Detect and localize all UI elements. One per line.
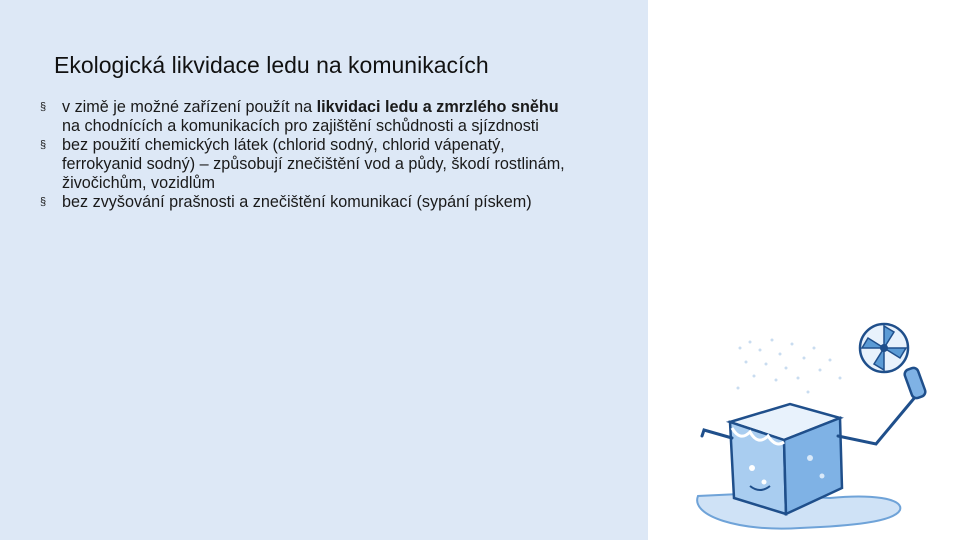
bullet-text-end: na chodnících a komunikacích pro zajištění schůdnosti a sjízdnosti <box>62 117 539 135</box>
fan-handle-shape <box>903 367 926 400</box>
bullet-item <box>40 193 580 212</box>
bullet-item <box>40 136 580 193</box>
bullet-marker: § <box>40 196 47 208</box>
bullet-marker: § <box>40 139 47 151</box>
bullet-text: bez použití chemických látek (chlorid sodný, chlorid vápenatý, ferrokyanid sodný) – způsobují znečištění vod a půdy, škodí rostlinám, živočichům, vozidlům <box>62 136 565 192</box>
melting-ice-cube-with-fan-icon <box>680 318 950 540</box>
arm-shape <box>702 430 732 438</box>
bullet-text: v zimě je možné zařízení použít na <box>62 98 317 116</box>
bullet-marker: § <box>40 101 47 113</box>
slide-title: Ekologická likvidace ledu na komunikacích <box>54 52 489 78</box>
bullet-item <box>40 98 580 136</box>
bullet-list <box>40 98 580 212</box>
bullet-text: bez zvyšování prašnosti a znečištění komunikací (sypání pískem) <box>62 193 532 211</box>
bullet-bold-text: likvidaci ledu a zmrzlého sněhu <box>316 98 559 116</box>
dots-decoration <box>737 339 842 394</box>
fan-shape <box>860 324 908 372</box>
arm-shape <box>838 396 916 444</box>
